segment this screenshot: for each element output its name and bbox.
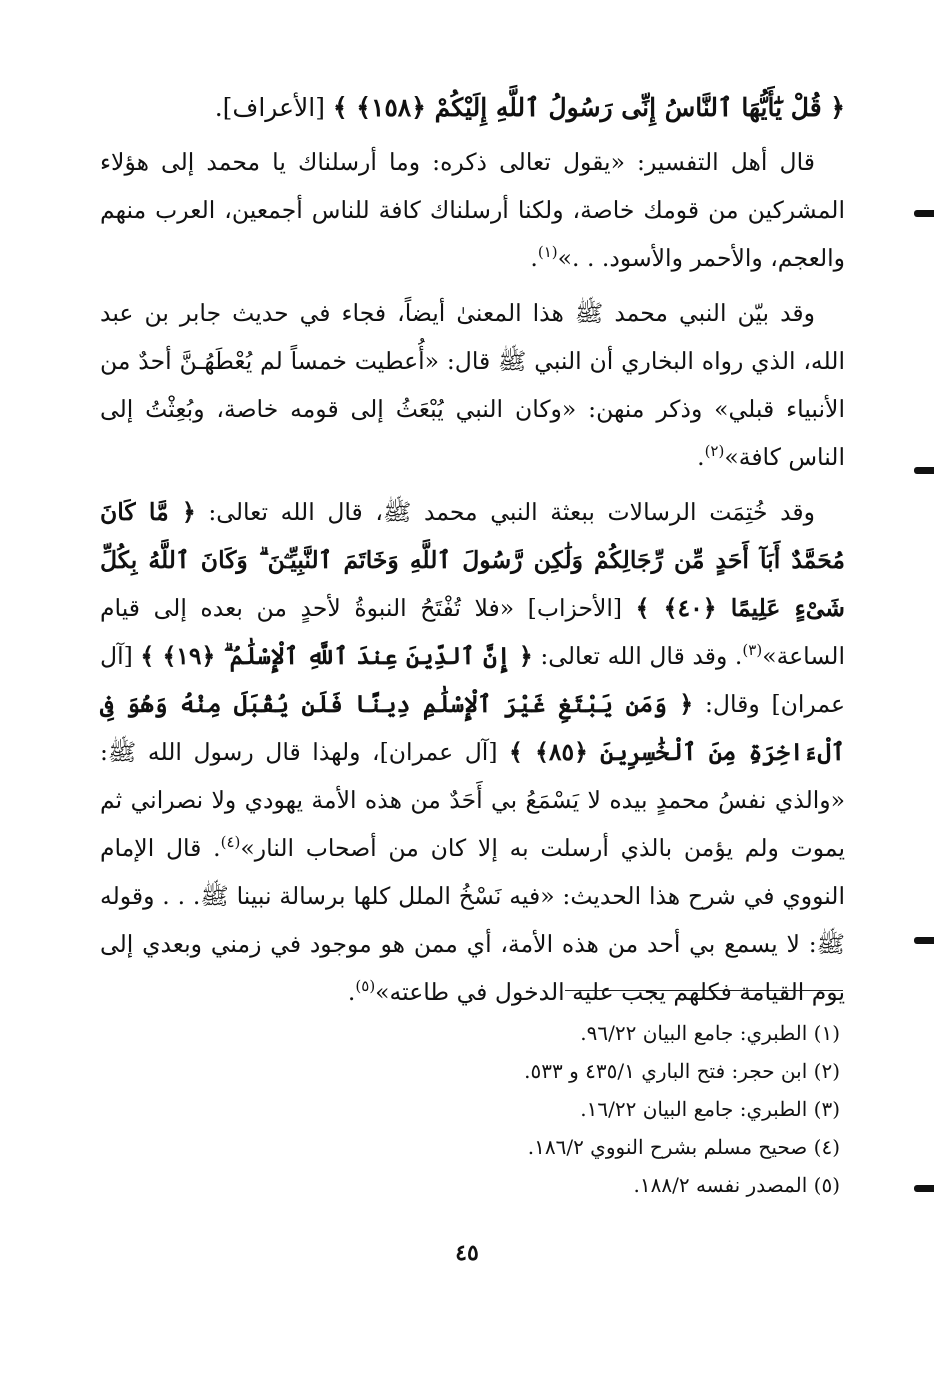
paragraph-3-end: . [347, 978, 356, 1006]
footnote-ref-3: (٣) [742, 641, 763, 660]
footnote-5: (٥) المصدر نفسه ١٨٨/٢. [633, 1173, 840, 1197]
paragraph-3-text-d: [آل عمران] وقال: [100, 642, 846, 718]
verse-text: ﴿ قُلْ يَٰٓأَيُّهَا ٱلنَّاسُ إِنِّى رَسُولُ ٱللَّهِ إِلَيْكُمْ ﴿١٥٨﴾ ﴾ [332, 93, 845, 122]
footnote-4: (٤) صحيح مسلم بشرح النووي ١٨٦/٢. [527, 1135, 840, 1159]
paragraph-3-text-e: [آل عمران]، ولهذا قال رسول الله ﷺ: «والذي نفسُ محمدٍ بيده لا يَسْمَعُ بي أَحَدٌ من هذه الأمة يهودي ولا نصراني ثم يموت ولم يؤمن بالذي أرسلت به إلا كان من أصحاب النار» [100, 738, 846, 862]
footnote-1: (١) الطبري: جامع البيان ٩٦/٢٢. [580, 1021, 840, 1045]
footnote-3: (٣) الطبري: جامع البيان ١٦/٢٢. [580, 1097, 840, 1121]
paragraph-2-end: . [697, 443, 705, 471]
paragraph-3-text-f: . قال الإمام النووي في شرح هذا الحديث: «فيه نَسْخُ الملل كلها برسالة نبينا ﷺ. . . وقوله ﷺ: لا يسمع بي أحد من هذه الأمة، أي ممن هو موجود في زمني وبعدي إلى يوم القيامة فكلهم يجب عليه الدخول في طاعته» [100, 834, 845, 1006]
scan-edge-mark-4 [914, 1185, 934, 1192]
paragraph-3-text-b: [الأحزاب] «فلا تُفْتَحُ النبوةُ لأحدٍ من بعده إلى قيام الساعة» [100, 594, 845, 670]
scan-edge-mark-3 [914, 937, 934, 944]
footnote-2: (٢) ابن حجر: فتح الباري ٤٣٥/١ و ٥٣٣. [524, 1059, 840, 1083]
footnote-ref-5: (٥) [355, 977, 376, 996]
paragraph-1 [100, 138, 845, 282]
paragraph-2-text: وقد بيّن النبي محمد ﷺ هذا المعنىٰ أيضاً، فجاء في حديث جابر بن عبد الله، الذي رواه البخاري أن النبي ﷺ قال: «أُعطيت خمساً لم يُعْطَهُـنَّ أحدٌ من الأنبياء قبلي» وذكر منهن: «وكان النبي يُبْعَثُ إلى قومه خاصة، وبُعِثْتُ إلى الناس كافة» [100, 299, 845, 471]
paragraph-3-text-a: وقد خُتِمَت الرسالات ببعثة النبي محمد ﷺ، قال الله تعالى: [208, 498, 815, 526]
verse-reference: [الأعراف]. [214, 93, 325, 122]
footnote-ref-4: (٤) [220, 833, 241, 852]
paragraph-3-text-c: . وقد قال الله تعالى: [540, 642, 743, 670]
footnote-ref-1: (١) [537, 243, 558, 262]
quran-quote-imran-85: ﴿ وَمَن يَبْتَغِ غَيْرَ ٱلْإِسْلَٰمِ دِينًا فَلَن يُقْبَلَ مِنْهُ وَهُوَ فِى ٱلْءَاخِرَةِ مِنَ ٱلْخَٰسِرِينَ ﴿٨٥﴾ ﴾ [100, 690, 845, 766]
scan-edge-mark-1 [914, 210, 934, 217]
opening-verse [100, 90, 845, 126]
paragraph-1-end: . [530, 244, 538, 272]
paragraph-3 [100, 488, 845, 1016]
footnotes [300, 1014, 840, 1204]
quran-quote-ahzab: ﴿ مَّا كَانَ مُحَمَّدٌ أَبَآ أَحَدٍ مِّن رِّجَالِكُمْ وَلَٰكِن رَّسُولَ ٱللَّهِ وَخَاتَمَ ٱلنَّبِيِّـۧنَ ۗ وَكَانَ ٱللَّهُ بِكُلِّ شَىْءٍ عَلِيمًا ﴿٤٠﴾ ﴾ [100, 498, 845, 622]
page-body [100, 90, 845, 1023]
quran-quote-imran-19: ﴿ إِنَّ ٱلدِّينَ عِندَ ٱللَّهِ ٱلْإِسْلَٰمُ ۗ ﴿١٩﴾ ﴾ [140, 642, 533, 670]
footnote-ref-2: (٢) [704, 442, 725, 461]
paragraph-2 [100, 289, 845, 481]
page-number: ٤٥ [455, 1240, 479, 1266]
scan-edge-mark-2 [914, 467, 934, 474]
footnote-divider [565, 990, 843, 991]
paragraph-1-text: قال أهل التفسير: «يقول تعالى ذكره: وما أرسلناك يا محمد إلى هؤلاء المشركين من قومك خاصة، ولكنا أرسلناك كافة للناس أجمعين، العرب منهم والعجم، والأحمر والأسود. . .» [100, 148, 845, 272]
